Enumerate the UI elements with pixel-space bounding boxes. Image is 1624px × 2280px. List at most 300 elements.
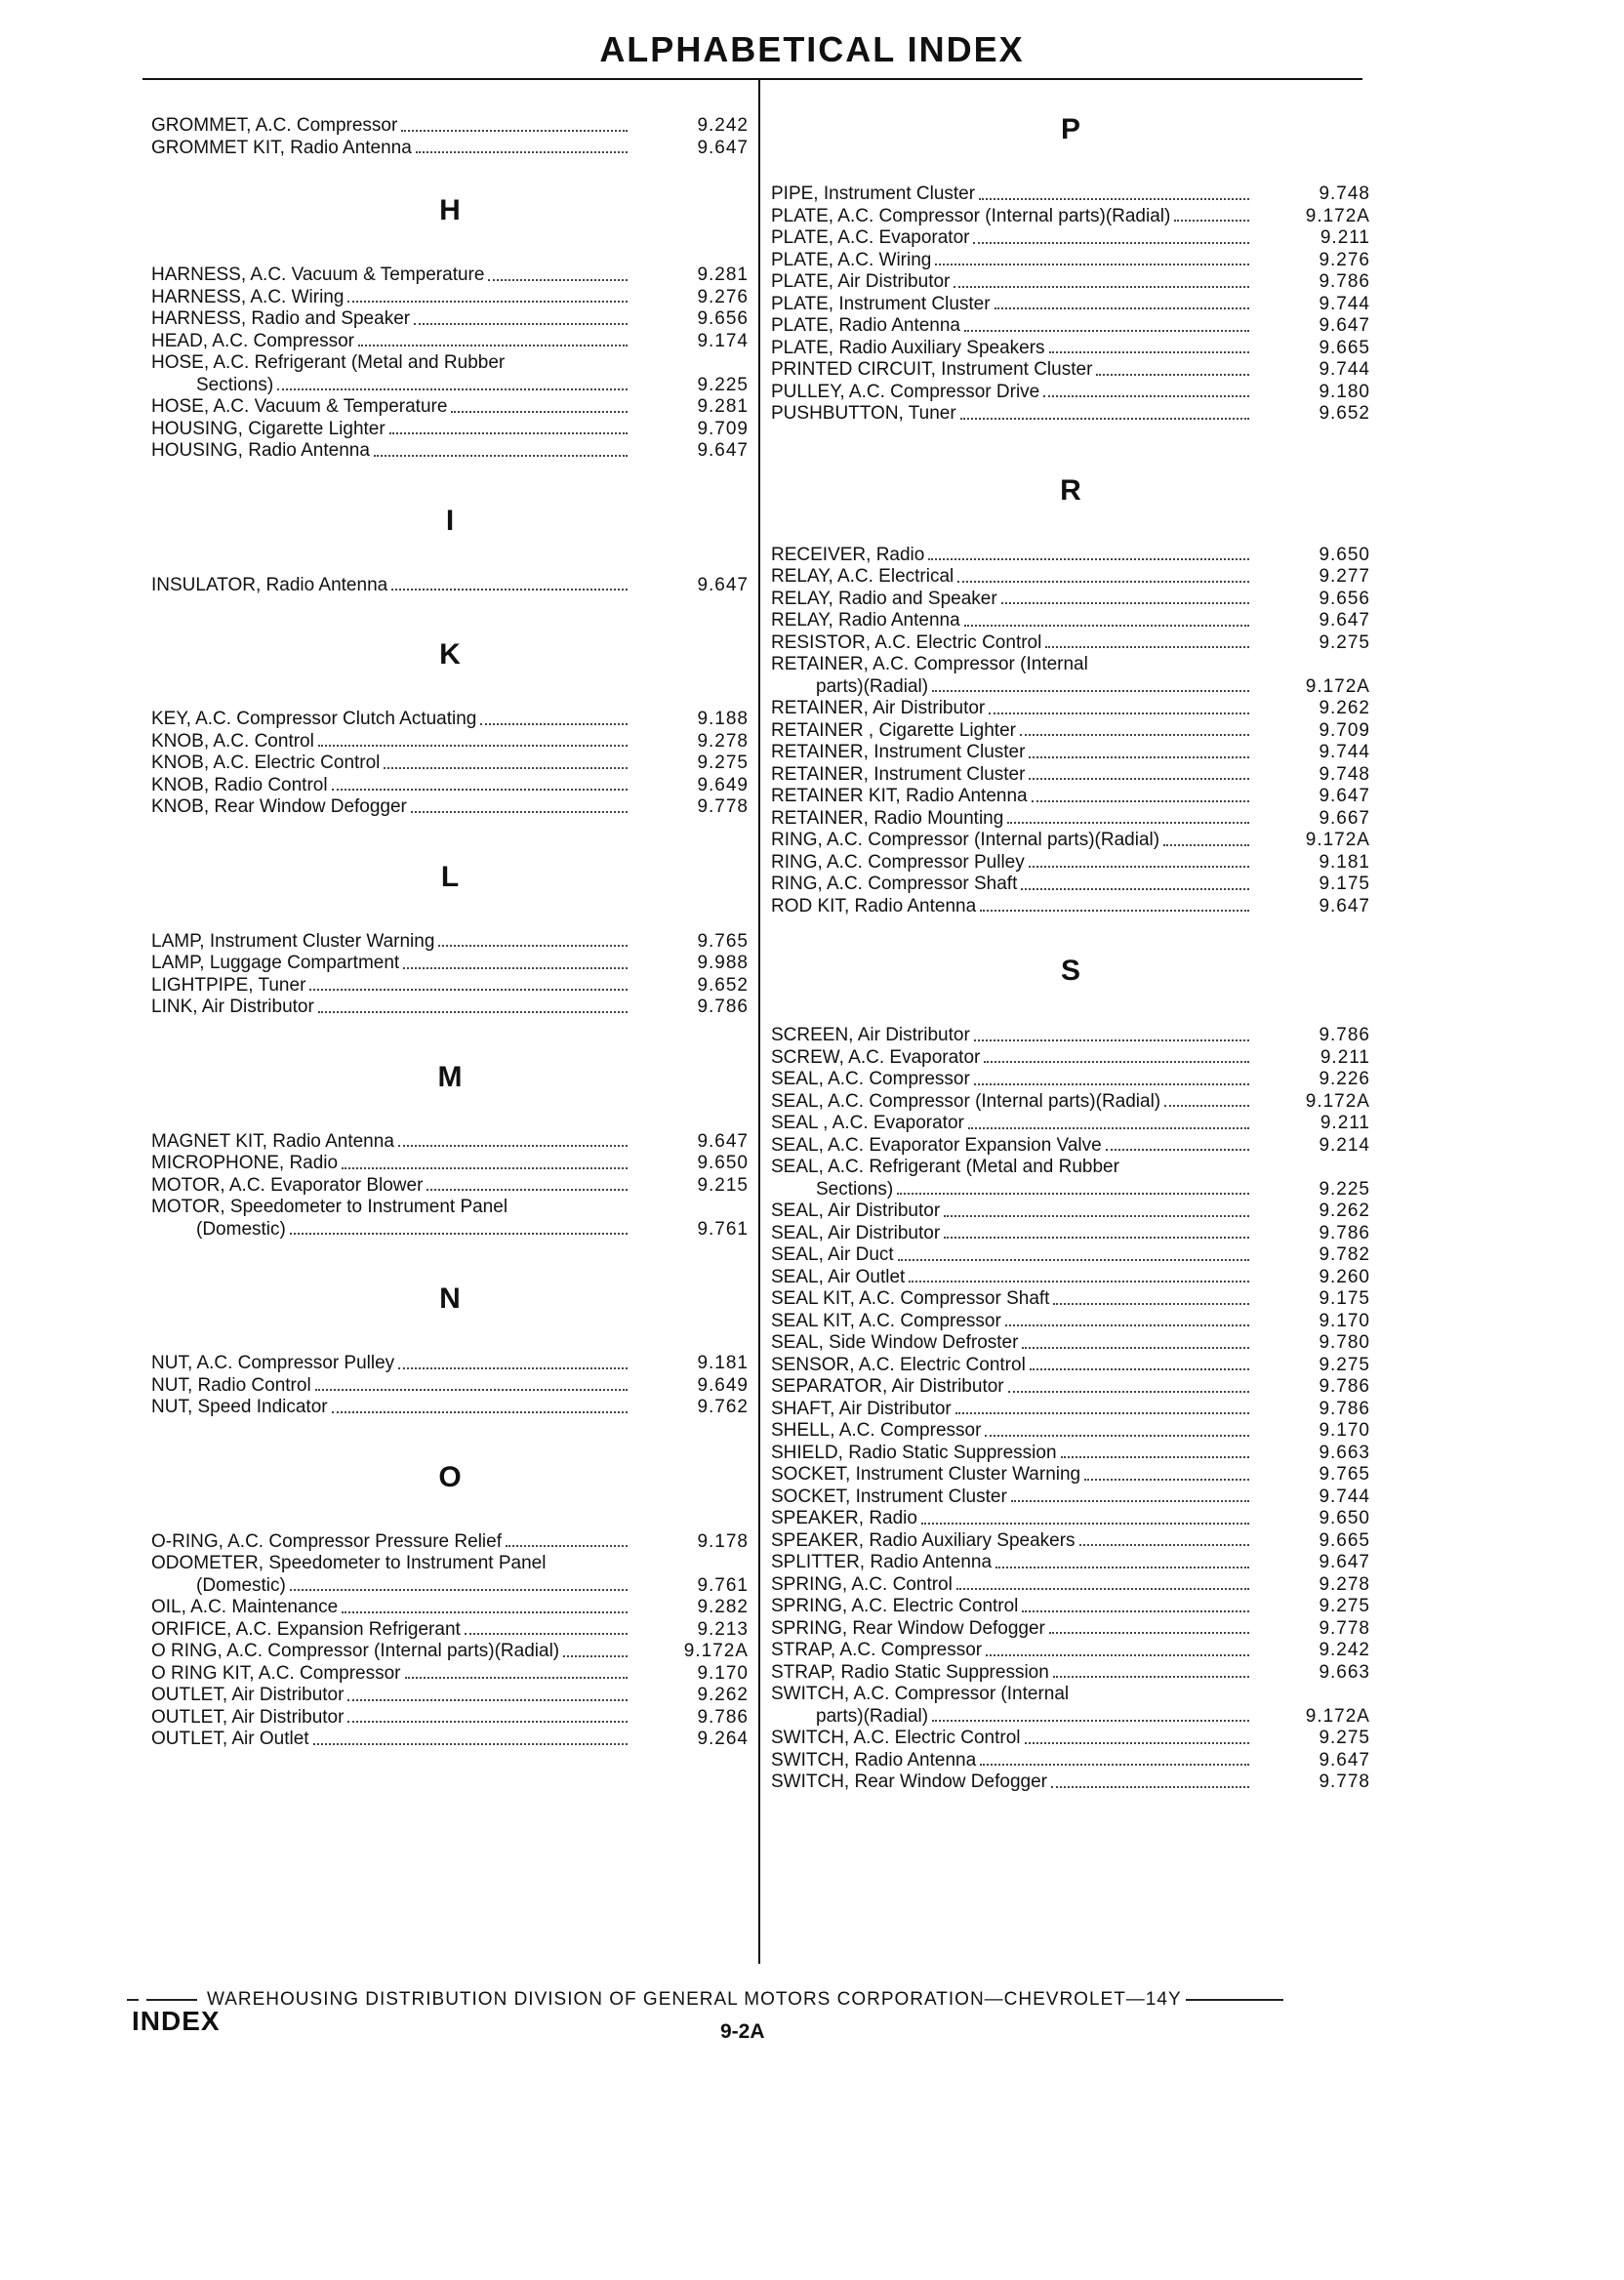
entry-text: SPRING, A.C. Electric Control (771, 1596, 1019, 1616)
dot-leader (401, 130, 628, 132)
index-entry (151, 1531, 749, 1554)
entry-page-number: 9.765 (1319, 1464, 1370, 1485)
entry-text: SPEAKER, Radio Auxiliary Speakers (771, 1529, 1076, 1551)
index-entry (151, 1553, 749, 1575)
entry-text: RING, A.C. Compressor (Internal parts)(Radial) (771, 830, 1160, 850)
index-entry (771, 1443, 1370, 1465)
entry-page-number: 9.275 (1319, 1354, 1370, 1375)
entry-text: NUT, A.C. Compressor Pulley (151, 1353, 395, 1373)
dot-leader (1096, 374, 1249, 376)
entry-page-number: 9.765 (697, 930, 749, 952)
dot-leader (955, 1412, 1249, 1414)
dot-leader (1049, 1632, 1249, 1634)
entry-text: OUTLET, Air Outlet (151, 1729, 309, 1749)
entry-page-number: 9.786 (697, 997, 749, 1017)
entry-text: SPEAKER, Radio (771, 1508, 917, 1528)
index-entry (151, 1375, 749, 1398)
section-letter-heading: M (437, 1060, 463, 1093)
entry-page-number: 9.264 (697, 1729, 749, 1749)
dot-leader (995, 307, 1249, 309)
index-entry (771, 1025, 1370, 1047)
entry-page-number: 9.260 (1319, 1266, 1370, 1287)
entry-text: RING, A.C. Compressor Shaft (771, 874, 1018, 894)
entry-page-number: 9.663 (1319, 1442, 1370, 1463)
index-entry (771, 250, 1370, 272)
index-entry (771, 1530, 1370, 1553)
dot-leader (358, 345, 628, 346)
entry-page-number: 9.778 (1319, 1617, 1370, 1639)
index-entry (151, 796, 749, 819)
dot-leader (1020, 734, 1249, 736)
index-entry (151, 352, 749, 375)
entry-page-number: 9.175 (1319, 874, 1370, 894)
index-entry (151, 975, 749, 998)
footer-dash (127, 1999, 139, 2001)
entry-page-number: 9.180 (1319, 381, 1370, 402)
index-entry (771, 1288, 1370, 1311)
dot-leader (290, 1233, 628, 1235)
entry-text: SCREW, A.C. Evaporator (771, 1046, 981, 1068)
index-entry (151, 1641, 749, 1663)
dot-leader (974, 1039, 1249, 1041)
index-entry (771, 338, 1370, 360)
entry-text: GROMMET, A.C. Compressor (151, 115, 398, 136)
entry-text: SWITCH, Rear Window Defogger (771, 1771, 1047, 1792)
section-spacer (151, 1019, 749, 1063)
entry-text: PLATE, Radio Auxiliary Speakers (771, 337, 1045, 358)
index-entry (151, 419, 749, 441)
entry-page-number: 9.647 (1319, 1552, 1370, 1572)
entry-page-number: 9.762 (697, 1397, 749, 1417)
entry-text: parts)(Radial) (816, 1705, 929, 1727)
dot-leader (414, 323, 628, 325)
index-entry (771, 1376, 1370, 1399)
footer-section-label: INDEX (132, 2006, 221, 2036)
section-spacer (771, 426, 1370, 476)
index-entry (771, 764, 1370, 787)
entry-text: SWITCH, A.C. Compressor (Internal (771, 1684, 1070, 1704)
index-entry (771, 1552, 1370, 1574)
index-entry (771, 1311, 1370, 1333)
dot-leader (315, 1389, 628, 1391)
entry-text: SEAL, Air Distributor (771, 1201, 941, 1221)
index-entry (771, 1684, 1370, 1706)
entry-page-number: 9.647 (697, 440, 749, 461)
entry-text: NUT, Speed Indicator (151, 1397, 328, 1417)
dot-leader (1084, 1479, 1249, 1481)
index-entry (771, 403, 1370, 426)
entry-text: HOUSING, Radio Antenna (151, 440, 370, 461)
entry-text: RELAY, Radio and Speaker (771, 588, 997, 609)
index-entry (771, 1771, 1370, 1794)
section-spacer (151, 1241, 749, 1284)
index-entry (151, 1353, 749, 1375)
index-entry (771, 545, 1370, 567)
entry-page-number: 9.174 (697, 330, 749, 351)
index-entry (771, 1113, 1370, 1135)
entry-text: PIPE, Instrument Cluster (771, 183, 976, 204)
index-entry (771, 1420, 1370, 1443)
dot-leader (488, 279, 628, 281)
index-column-left (151, 115, 749, 1751)
entry-page-number: 9.276 (697, 286, 749, 307)
entry-text: O-RING, A.C. Compressor Pressure Relief (151, 1530, 502, 1552)
footer-page-number: 9-2A (720, 2020, 765, 2043)
section-spacer (151, 1314, 749, 1353)
index-entry (151, 1153, 749, 1175)
entry-page-number: 9.172A (683, 1641, 749, 1661)
section-spacer (151, 892, 749, 931)
section-spacer (151, 463, 749, 507)
dot-leader (1007, 822, 1249, 824)
entry-text: HEAD, A.C. Compressor (151, 330, 354, 351)
entry-text: SEAL, Side Window Defroster (771, 1332, 1019, 1353)
entry-page-number: 9.647 (1319, 1749, 1370, 1771)
index-entry (151, 1175, 749, 1198)
index-entry (771, 1267, 1370, 1289)
entry-page-number: 9.242 (697, 115, 749, 136)
entry-text: HARNESS, A.C. Vacuum & Temperature (151, 265, 485, 285)
entry-page-number: 9.782 (1319, 1244, 1370, 1265)
entry-text: SEAL, A.C. Evaporator Expansion Valve (771, 1134, 1102, 1156)
entry-text: HOSE, A.C. Vacuum & Temperature (151, 396, 448, 417)
index-entry (771, 698, 1370, 720)
entry-text: SEAL , A.C. Evaporator (771, 1113, 964, 1133)
entry-text: OUTLET, Air Distributor (151, 1706, 345, 1728)
entry-page-number: 9.650 (1319, 1508, 1370, 1528)
dot-leader (398, 1367, 628, 1369)
entry-text: SEPARATOR, Air Distributor (771, 1376, 1004, 1397)
entry-text: (Domestic) (196, 1574, 286, 1596)
entry-text: GROMMET KIT, Radio Antenna (151, 137, 412, 158)
index-entry (771, 1728, 1370, 1750)
entry-page-number: 9.786 (1319, 1376, 1370, 1397)
entry-text: LAMP, Instrument Cluster Warning (151, 930, 435, 952)
index-column-right (771, 115, 1370, 1794)
entry-page-number: 9.647 (1319, 610, 1370, 631)
entry-text: PLATE, A.C. Wiring (771, 249, 932, 270)
entry-page-number: 9.748 (1319, 763, 1370, 785)
section-letter-heading: H (439, 194, 461, 226)
entry-page-number: 9.170 (697, 1662, 749, 1684)
entry-page-number: 9.748 (1319, 183, 1370, 204)
index-entry (771, 1750, 1370, 1772)
entry-text: RESISTOR, A.C. Electric Control (771, 631, 1042, 653)
entry-text: RETAINER, Instrument Cluster (771, 742, 1026, 762)
dot-leader (1011, 1500, 1249, 1502)
column-divider (758, 80, 760, 1964)
entry-text: PRINTED CIRCUIT, Instrument Cluster (771, 359, 1093, 380)
entry-page-number: 9.170 (1319, 1420, 1370, 1441)
dot-leader (989, 712, 1249, 714)
dot-leader (1106, 1149, 1249, 1151)
entry-page-number: 9.786 (1319, 1025, 1370, 1045)
index-entry (771, 852, 1370, 875)
section-spacer (151, 536, 749, 575)
entry-page-number: 9.649 (697, 774, 749, 795)
entry-text: SHIELD, Radio Static Suppression (771, 1442, 1057, 1463)
entry-text: O RING, A.C. Compressor (Internal parts)(Radial) (151, 1641, 560, 1661)
entry-page-number: 9.709 (697, 418, 749, 439)
dot-leader (465, 1633, 628, 1635)
dot-leader (563, 1655, 628, 1657)
index-entry (151, 1131, 749, 1154)
index-entry (151, 1729, 749, 1751)
entry-text: SEAL, A.C. Compressor (771, 1069, 970, 1089)
entry-page-number: 9.278 (1319, 1573, 1370, 1595)
dot-leader (405, 1677, 629, 1679)
index-entry (771, 1618, 1370, 1641)
entry-text: INSULATOR, Radio Antenna (151, 574, 388, 595)
entry-page-number: 9.242 (1319, 1640, 1370, 1660)
entry-page-number: 9.214 (1319, 1134, 1370, 1156)
entry-text: HOUSING, Cigarette Lighter (151, 418, 386, 439)
dot-leader (985, 1435, 1249, 1437)
entry-text: MOTOR, Speedometer to Instrument Panel (151, 1197, 508, 1217)
index-entry (771, 1244, 1370, 1267)
entry-text: MOTOR, A.C. Evaporator Blower (151, 1174, 424, 1196)
dot-leader (1051, 1786, 1249, 1788)
dot-leader (1030, 1368, 1249, 1370)
dot-leader (332, 789, 628, 791)
entry-text: SEAL KIT, A.C. Compressor Shaft (771, 1288, 1050, 1309)
index-entry (151, 997, 749, 1019)
entry-page-number: 9.277 (1319, 566, 1370, 587)
index-entry (151, 1663, 749, 1686)
dot-leader (318, 745, 628, 747)
entry-page-number: 9.786 (1319, 1222, 1370, 1243)
dot-leader (984, 1061, 1249, 1063)
entry-page-number: 9.650 (697, 1153, 749, 1173)
page-title: ALPHABETICAL INDEX (599, 29, 1025, 69)
index-entry (151, 1197, 749, 1219)
entry-page-number: 9.647 (1319, 786, 1370, 806)
section-spacer (151, 596, 749, 640)
entry-page-number: 9.188 (697, 709, 749, 729)
index-entry (151, 1397, 749, 1419)
dot-leader (277, 388, 628, 390)
index-entry (771, 896, 1370, 918)
index-entry (771, 1574, 1370, 1597)
entry-text: ROD KIT, Radio Antenna (771, 895, 977, 916)
index-entry (771, 1135, 1370, 1158)
entry-page-number: 9.211 (1320, 227, 1370, 248)
section-letter-heading: L (440, 860, 460, 893)
entry-text: SOCKET, Instrument Cluster Warning (771, 1464, 1081, 1485)
entry-text: MICROPHONE, Radio (151, 1153, 339, 1173)
entry-text: SHAFT, Air Distributor (771, 1398, 952, 1419)
entry-text: SEAL, Air Outlet (771, 1266, 906, 1287)
entry-text: SHELL, A.C. Compressor (771, 1420, 982, 1441)
section-letter-heading: K (439, 638, 461, 671)
entry-page-number: 9.780 (1319, 1332, 1370, 1353)
section-spacer (771, 917, 1370, 957)
dot-leader (438, 945, 628, 947)
section-spacer (151, 1092, 749, 1131)
entry-text: PUSHBUTTON, Tuner (771, 403, 956, 424)
dot-leader (426, 1189, 628, 1191)
entry-page-number: 9.744 (1319, 293, 1370, 314)
index-entry (771, 720, 1370, 743)
entry-page-number: 9.175 (1319, 1288, 1370, 1309)
entry-text: PULLEY, A.C. Compressor Drive (771, 381, 1040, 402)
entry-page-number: 9.778 (697, 796, 749, 817)
index-entry (771, 1332, 1370, 1355)
entry-text: (Domestic) (196, 1218, 286, 1240)
dot-leader (374, 455, 628, 457)
title-rule (142, 78, 1362, 80)
dot-leader (964, 330, 1249, 332)
entry-page-number: 9.281 (697, 265, 749, 285)
index-entry (771, 1091, 1370, 1114)
footer-text: WAREHOUSING DISTRIBUTION DIVISION OF GENERAL MOTORS CORPORATION—CHEVROLET—14Y (207, 1989, 1182, 2010)
index-entry (771, 206, 1370, 228)
index-entry (771, 382, 1370, 404)
entry-page-number: 9.172A (1305, 205, 1370, 226)
index-entry (771, 1047, 1370, 1070)
dot-leader (403, 967, 628, 969)
dot-leader (898, 1259, 1249, 1261)
index-entry (151, 375, 749, 397)
dot-leader (309, 989, 628, 991)
section-spacer (151, 819, 749, 863)
entry-text: PLATE, Air Distributor (771, 271, 951, 292)
entry-page-number: 9.761 (697, 1574, 749, 1596)
dot-leader (1029, 778, 1249, 780)
index-entry (771, 830, 1370, 852)
index-entry (151, 709, 749, 731)
index-entry (151, 440, 749, 463)
index-entry (771, 227, 1370, 250)
index-entry (151, 1597, 749, 1619)
dot-leader (909, 1281, 1249, 1282)
index-entry (771, 315, 1370, 338)
dot-leader (290, 1589, 628, 1591)
entry-page-number: 9.181 (697, 1353, 749, 1373)
footer-dash (146, 1999, 197, 2001)
entry-page-number: 9.275 (1319, 1728, 1370, 1748)
dot-leader (384, 767, 628, 769)
entry-text: RING, A.C. Compressor Pulley (771, 851, 1025, 873)
dot-leader (1032, 800, 1249, 802)
entry-page-number: 9.652 (1319, 403, 1370, 424)
dot-leader (979, 198, 1249, 200)
section-letter-heading: O (438, 1460, 462, 1493)
entry-page-number: 9.778 (1319, 1771, 1370, 1792)
index-entry (151, 1619, 749, 1642)
dot-leader (318, 1011, 628, 1013)
entry-text: RECEIVER, Radio (771, 544, 925, 565)
entry-text: LINK, Air Distributor (151, 997, 314, 1017)
dot-leader (932, 1720, 1249, 1722)
entry-text: LIGHTPIPE, Tuner (151, 974, 306, 996)
entry-page-number: 9.786 (1319, 1398, 1370, 1419)
index-entry (771, 1706, 1370, 1729)
entry-text: SWITCH, Radio Antenna (771, 1749, 977, 1771)
dot-leader (1163, 844, 1249, 846)
index-entry (771, 1486, 1370, 1509)
index-entry (771, 1179, 1370, 1201)
section-spacer (771, 144, 1370, 183)
dot-leader (1025, 1742, 1250, 1744)
dot-leader (1029, 866, 1249, 868)
entry-text: RETAINER, Air Distributor (771, 698, 986, 718)
index-entry (151, 1685, 749, 1707)
dot-leader (1061, 1456, 1249, 1458)
dot-leader (980, 1764, 1249, 1766)
index-entry (771, 1157, 1370, 1179)
dot-leader (1001, 602, 1249, 604)
index-entry (151, 287, 749, 309)
dot-leader (1049, 351, 1249, 353)
entry-page-number: 9.172A (1305, 1090, 1370, 1112)
index-entry (771, 654, 1370, 676)
dot-leader (1021, 888, 1249, 890)
entry-page-number: 9.215 (697, 1174, 749, 1196)
entry-text: SEAL, A.C. Compressor (Internal parts)(Radial) (771, 1090, 1161, 1112)
footer-dash (1186, 1999, 1283, 2001)
entry-page-number: 9.172A (1305, 1705, 1370, 1727)
entry-text: NUT, Radio Control (151, 1374, 311, 1396)
entry-text: SWITCH, A.C. Electric Control (771, 1728, 1021, 1748)
entry-page-number: 9.667 (1319, 807, 1370, 829)
index-entry (771, 566, 1370, 589)
index-entry (151, 331, 749, 353)
entry-page-number: 9.262 (1319, 1201, 1370, 1221)
entry-page-number: 9.275 (1319, 1596, 1370, 1616)
dot-leader (1079, 1544, 1249, 1546)
dot-leader (411, 811, 628, 813)
dot-leader (347, 1721, 628, 1723)
dot-leader (928, 558, 1249, 560)
dot-leader (1174, 220, 1249, 222)
index-entry (771, 1355, 1370, 1377)
entry-text: RETAINER, Radio Mounting (771, 807, 1004, 829)
entry-page-number: 9.652 (697, 974, 749, 996)
entry-page-number: 9.665 (1319, 337, 1370, 358)
entry-text: STRAP, A.C. Compressor (771, 1640, 983, 1660)
index-entry (771, 808, 1370, 831)
index-entry (771, 1464, 1370, 1486)
entry-text: HOSE, A.C. Refrigerant (Metal and Rubber (151, 352, 506, 373)
entry-page-number: 9.278 (697, 730, 749, 752)
entry-page-number: 9.225 (697, 374, 749, 395)
dot-leader (1053, 1303, 1249, 1305)
dot-leader (480, 723, 628, 725)
entry-page-number: 9.786 (1319, 271, 1370, 292)
section-spacer (771, 506, 1370, 545)
entry-page-number: 9.656 (697, 308, 749, 329)
entry-page-number: 9.647 (1319, 895, 1370, 916)
entry-text: PLATE, A.C. Evaporator (771, 227, 970, 248)
index-entry (771, 294, 1370, 316)
entry-text: Sections) (816, 1178, 894, 1200)
index-entry (771, 610, 1370, 632)
dot-leader (347, 1699, 628, 1701)
dot-leader (980, 910, 1249, 912)
entry-page-number: 9.647 (697, 1130, 749, 1152)
entry-page-number: 9.988 (697, 953, 749, 973)
entry-text: HARNESS, A.C. Wiring (151, 286, 345, 307)
entry-text: SEAL, Air Distributor (771, 1222, 941, 1243)
index-entry (151, 953, 749, 975)
index-entry (151, 753, 749, 775)
entry-text: SEAL, A.C. Refrigerant (Metal and Rubber (771, 1157, 1119, 1177)
dot-leader (1164, 1105, 1249, 1107)
entry-text: RETAINER KIT, Radio Antenna (771, 786, 1028, 806)
dot-leader (1008, 1391, 1249, 1393)
entry-text: ODOMETER, Speedometer to Instrument Panel (151, 1553, 547, 1573)
